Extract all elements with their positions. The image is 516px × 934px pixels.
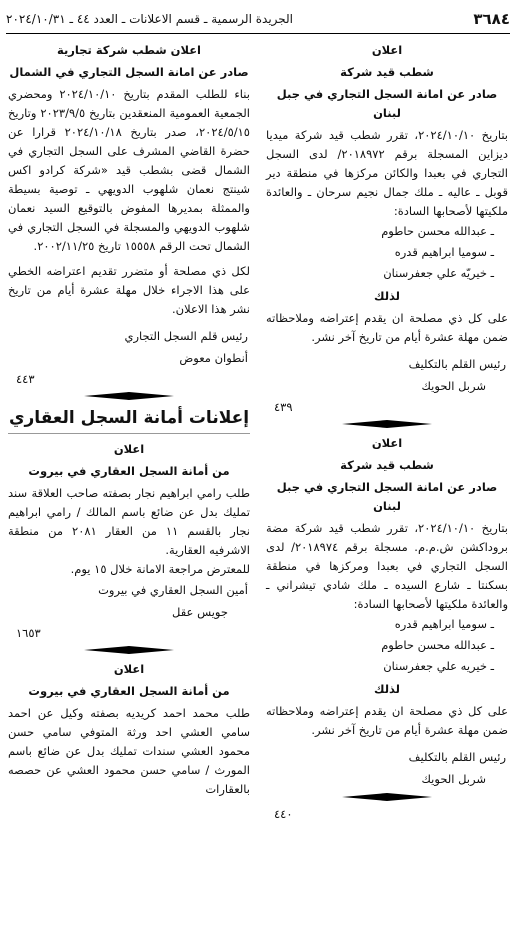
therefore-heading: لذلك	[374, 289, 400, 303]
signature-title: رئيس قلم السجل التجاري	[124, 329, 248, 343]
notice-real-estate-1	[8, 440, 250, 657]
signature-name: شربل الحويك	[421, 379, 486, 393]
list-item: ـ سوميا ابراهيم قدره	[266, 242, 494, 263]
notice-closing: لكل ذي مصلحة أو متضرر تقديم اعتراضه الخطي على هذا الاجراء خلال مهلة عشرة أيام من تاريخ نشر هذا الاعلان.	[8, 264, 250, 316]
signature-name: شربل الحويك	[421, 772, 486, 786]
notice-subheading: شطب قيد شركة	[340, 458, 434, 472]
list-item: ـ سوميا ابراهيم قدره	[266, 614, 494, 635]
signature-title: رئيس القلم بالتكليف	[408, 750, 506, 764]
signature-name: أنطوان معوض	[179, 351, 248, 365]
notice-issuer: من أمانة السجل العقاري في بيروت	[28, 684, 230, 698]
notice-heading: اعلان	[113, 662, 145, 676]
notice-number: ٤٤٠	[274, 807, 293, 821]
page-header	[6, 8, 510, 34]
notice-issuer: صادر عن امانة السجل التجاري في جبل لبنان	[276, 87, 498, 120]
header-title: الجريدة الرسمية ـ قسم الاعلانات ـ العدد ٤٤ ـ ٢٠٢٤/١٠/٣١	[6, 12, 294, 26]
signature-title: أمين السجل العقاري في بيروت	[98, 583, 248, 597]
section-title: إعلانات أمانة السجل العقاري	[8, 403, 250, 434]
notice-heading: اعلان	[371, 43, 403, 57]
separator-ornament	[8, 389, 250, 403]
separator-ornament	[8, 643, 250, 657]
divider-ornament-icon	[84, 645, 174, 655]
notice-body: بناء للطلب المقدم بتاريخ ٢٠٢٤/١٠/١٠ ومحضري الجمعية العمومية المنعقدين بتاريخ ٢٠٢٣/٩/٥ وتاريخ ٢٠٢٤/٥/١٥، صدر بتاريخ ٢٠٢٤/١٠/١٨ قرارا عن حضرة القاضي المشرف على السجل التجاري في الشمال قضى بشطب قيد «شركة كرادو اكس شينتج نعمان شلهوب الدويهي ـ توصية بسيطة والممثلة بمديرها المفوض بالتوقيع السيد نعمان شلهوب الدويهي والمسجلة في السجل التجاري في الشمال تحت الرقم ١٥٥٥٨ تاريخ ٢٠٠٢/١١/٢٥.	[8, 87, 250, 253]
notice-commercial-1	[266, 41, 508, 415]
notice-body: طلب محمد احمد كريديه بصفته وكيل عن احمد سامي العشي احد ورثة المتوفي سامي حسن محمود العشي سندات تمليك بدل عن ضائع باسم المورث / سامي حسن محمود العشي عن حصصه بالعقارات	[8, 706, 250, 796]
separator-ornament	[266, 417, 508, 431]
notice-real-estate-2	[8, 660, 250, 799]
notice-heading: اعلان شطب شركة تجارية	[56, 43, 201, 57]
notice-closing: للمعترض مراجعة الامانة خلال ١٥ يوم.	[70, 562, 250, 576]
divider-ornament-icon	[342, 419, 432, 429]
notice-commercial-2	[266, 434, 508, 822]
page-number: ٣٦٨٤	[473, 10, 510, 28]
notice-deregistration	[8, 41, 250, 403]
divider-ornament-icon	[342, 792, 432, 802]
notice-number: ٤٤٣	[16, 372, 35, 386]
notice-body: بتاريخ ٢٠٢٤/١٠/١٠، تقرر شطب قيد شركة مضة بروداكشن ش.م.م. مسجلة برقم ٢٠١٨٩٧٤/ لدى السجل التجاري في بعبدا ومركزها في منطقة بسكنتا ـ شارع السيده ـ ملك شادي تيشراني ـ والعائدة ملكيتها لأصحابها السادة:	[266, 521, 508, 611]
therefore-heading: لذلك	[374, 682, 400, 696]
list-item: ـ خيريّه علي جعفرسنان	[266, 263, 494, 284]
notice-number: ١٦٥٣	[16, 626, 41, 640]
signature-title: رئيس القلم بالتكليف	[408, 357, 506, 371]
notice-number: ٤٣٩	[274, 400, 293, 414]
notice-issuer: من أمانة السجل العقاري في بيروت	[28, 464, 230, 478]
notice-heading: اعلان	[371, 436, 403, 450]
separator-ornament	[266, 790, 508, 804]
left-column	[8, 38, 250, 799]
divider-ornament-icon	[84, 391, 174, 401]
notice-subheading: شطب قيد شركة	[340, 65, 434, 79]
owners-list	[266, 614, 508, 677]
list-item: ـ خيريه علي جعفرسنان	[266, 656, 494, 677]
notice-issuer: صادر عن امانة السجل التجاري في جبل لبنان	[276, 480, 498, 513]
notice-closing: على كل ذي مصلحة ان يقدم إعتراضه وملاحظاته ضمن مهلة عشرة أيام من تاريخ آخر نشر.	[266, 311, 508, 344]
signature-name: جويس عقل	[172, 605, 228, 619]
notice-issuer: صادر عن امانة السجل التجاري في الشمال	[9, 65, 249, 79]
list-item: ـ عبدالله محسن حاطوم	[266, 635, 494, 656]
owners-list	[266, 221, 508, 284]
list-item: ـ عبدالله محسن حاطوم	[266, 221, 494, 242]
notice-body: بتاريخ ٢٠٢٤/١٠/١٠، تقرر شطب قيد شركة ميديا ديزاين المسجلة برقم ٢٠١٨٩٧٢/ لدى السجل التجاري في بعبدا والكائن مركزها في منطقة دير قوبل ـ عاليه ـ ملك جمال نجيم سرحان ـ والعائدة ملكيتها لأصحابها السادة:	[266, 128, 509, 218]
notice-closing: على كل ذي مصلحة ان يقدم إعتراضه وملاحظاته ضمن مهلة عشرة أيام من تاريخ آخر نشر.	[266, 704, 508, 737]
notice-body: طلب رامي ابراهيم نجار بصفته صاحب العلاقة سند تمليك بدل عن ضائع باسم المالك / رامي ابراهيم نجار بالقسم ١١ من العقار ٢٠٨١ من منطقة الاشرفيه العقارية.	[8, 486, 250, 557]
notice-heading: اعلان	[113, 442, 145, 456]
right-column	[266, 38, 508, 824]
